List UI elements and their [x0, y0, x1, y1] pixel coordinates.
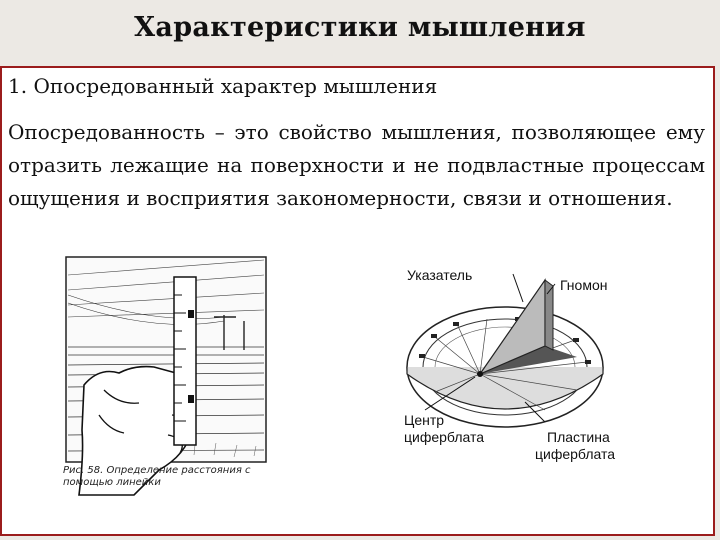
caption-line-2: помощью линейки: [63, 477, 161, 488]
label-dial-center-line-2: циферблата: [404, 429, 485, 445]
slide-title: Характеристики мышления: [134, 12, 586, 43]
ruler-illustration: [64, 255, 274, 500]
label-gnomon: Гномон: [560, 277, 608, 293]
figure-caption: [63, 465, 293, 489]
label-dial-plate-line-1: Пластина: [547, 429, 610, 445]
caption-line-1: Рис. 58. Определение расстояния с: [63, 465, 251, 476]
definition-paragraph: Опосредованность – это свойство мышления, позволяющее ему отразить лежащие на поверхности и не подвластные процессам ощущения и восприятия закономерности, связи и отношения.: [8, 120, 705, 210]
label-dial-center: [404, 412, 484, 446]
label-dial-plate: [535, 429, 615, 463]
label-dial-center-line-1: Центр: [404, 412, 445, 428]
section-heading: 1. Опосредованный характер мышления: [8, 74, 438, 98]
label-pointer: Указатель: [407, 267, 473, 283]
label-dial-plate-line-2: циферблата: [535, 446, 616, 462]
ruler-hand-drawing: [64, 255, 274, 500]
